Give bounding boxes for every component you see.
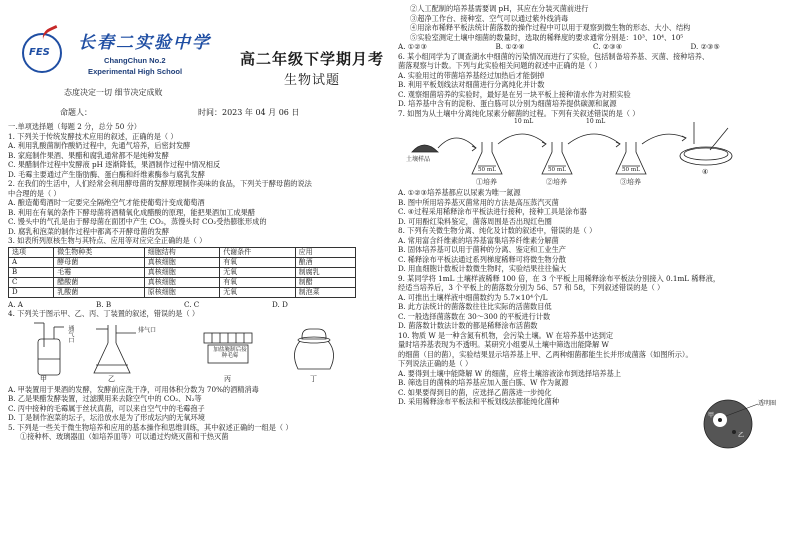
section-title: 一.单项选择题（每题 2 分，总分 50 分）	[8, 122, 141, 131]
q6-stem: 6. 某小组同学为了调查湖水中细菌的污染情况而进行了实验，包括制备培养基、灭菌、接种培养、	[398, 51, 710, 61]
transfer-arrow-2	[498, 134, 546, 144]
question-10	[398, 331, 788, 407]
q5-item-2: ②人工配制的培养基需要调 pH，其应在分装灭菌前进行	[410, 4, 589, 13]
label-yi: 乙	[108, 374, 115, 383]
label-inlet: 通气口	[66, 324, 74, 343]
q7-stem: 7. 如图为从土壤中分离纯化尿素分解菌的过程。下列有关叙述错误的是（ ）	[398, 108, 640, 118]
q9-option-a: A. 可推出土壤样液中细菌数约为 5.7×10⁴个/L	[398, 292, 548, 302]
q4-option-b: B. 乙是果醋发酵装置，过滤膜用来去除空气中的 CO₂、N₂等	[8, 394, 202, 403]
question-1	[8, 132, 390, 180]
q2-option-d: D. 腐乳和泡菜的制作过程中都离不开酵母菌的发酵	[8, 226, 170, 236]
transfer-arrow-1	[438, 138, 476, 148]
q5-option-d: D. ②③⑤	[690, 42, 720, 51]
question-5-cont	[398, 4, 788, 52]
q2-stem: 2. 在我们的生活中，人们经常会利用酵母菌的发酵原理制作美味的食品，下列关于酵母菌的说法	[8, 179, 312, 188]
q7-figure	[398, 118, 788, 188]
q6-option-c: C. 观察细菌培养的实验时，最好是在另一块平板上接种清水作为对照实验	[398, 89, 631, 99]
table-header: 选项	[9, 247, 54, 257]
q2-option-a: A. 酿造葡萄酒时一定要完全隔绝空气才能使葡萄汁变成葡萄酒	[8, 198, 205, 207]
table-row	[9, 267, 356, 277]
q8-option-d: D. 用血细胞计数板计数微生物时，实验结果往往偏大	[398, 264, 567, 273]
q10-option-a: A. 要得到土壤中能降解 W 的细菌，应将土壤溶液涂布到选择培养基上	[398, 368, 621, 378]
label-outlet: 排气口	[138, 326, 157, 334]
table-cell: 乳酸菌	[54, 287, 145, 297]
q7-option-a: A. ①②③培养基都应以尿素为唯一氮源	[398, 188, 521, 197]
logo-text: FES	[29, 47, 50, 58]
left-column	[8, 0, 390, 560]
question-2	[8, 179, 390, 236]
q6-option-a: A. 实验用过的带菌培养基经过加热后才能倒掉	[398, 70, 545, 80]
q3-options	[8, 300, 390, 310]
q1-option-d: D. 毛霉主要通过产生脂肪酶、蛋白酶和纤维素酶参与腐乳发酵	[8, 169, 205, 179]
q1-stem: 1. 下列关于传统发酵技术应用的叙述，正确的是（ ）	[8, 131, 178, 141]
label-step-1: ①培养	[476, 178, 497, 186]
q3-option-c: C. C	[184, 299, 200, 309]
q7-option-d: D. 可用酚红染料鉴定，菌落周围是否出现红色圈	[398, 216, 552, 226]
school-name-cn: 长春二实验中学	[78, 33, 211, 53]
q3-option-a: A. A	[8, 299, 23, 309]
table-row	[9, 257, 356, 267]
table-cell: 无氧	[220, 287, 295, 297]
label-ding: 丁	[310, 374, 317, 383]
label-vol-2: 10 mL	[586, 118, 606, 125]
label-bing: 丙	[224, 374, 231, 383]
question-9	[398, 274, 788, 331]
q10-option-b: B. 筛选目的菌株的培养基应加入蛋白胨、W 作为氮源	[398, 378, 569, 387]
table-cell: 真核细胞	[144, 257, 219, 267]
question-8	[398, 226, 788, 274]
question-6	[398, 52, 788, 109]
label-clear-zone: 透明圈	[758, 400, 777, 407]
soil-sample-icon	[412, 145, 438, 152]
colony-yi	[732, 430, 736, 434]
q8-stem: 8. 下列有关微生物分离、纯化及计数的叙述中，错误的是（ ）	[398, 226, 597, 235]
question-7	[398, 109, 788, 227]
q3-table	[8, 247, 356, 298]
q1-option-b: B. 家庭制作果酒、果醋和腐乳通常都不是纯种发酵	[8, 150, 169, 160]
table-cell: 无氧	[220, 267, 295, 277]
q8-option-a: A. 常用富含纤维素的培养基富集培养纤维素分解菌	[398, 235, 559, 245]
q9-option-c: C. 一般选择菌落数在 30～300 的平板进行计数	[398, 311, 551, 321]
transfer-arrow-4	[642, 134, 686, 144]
school-name-en-2: Experimental High School	[88, 67, 183, 76]
label-step-2: ②培养	[546, 178, 567, 186]
table-row	[9, 287, 356, 297]
q5-item-5: ⑤实验室测定土壤中细菌的数量时，选取的稀释度的要求通常分别是：10³、10⁴、10⁵	[410, 32, 684, 42]
q8-option-c: C. 稀释涂布平板法通过系列梯度稀释可将微生物分散	[398, 254, 566, 264]
question-5	[8, 423, 390, 442]
table-cell: 酿酒	[295, 257, 355, 267]
exam-subject: 生物试题	[284, 73, 341, 88]
table-cell: C	[9, 277, 54, 287]
table-cell: B	[9, 267, 54, 277]
q1-option-c: C. 果醋制作过程中发酵液 pH 逐渐降低，果酒制作过程中情况相反	[8, 160, 221, 169]
q6-option-b: B. 利用平板划线法对细菌进行分离纯化并计数	[398, 80, 545, 89]
q10-stem: 10. 物质 W 是一种含氮有机物，会污染土壤。W 在培养基中达到定	[398, 330, 614, 340]
table-header: 微生物种类	[54, 247, 145, 257]
table-cell: 毛霉	[54, 267, 145, 277]
label-flask-1: 50 mL	[478, 167, 496, 173]
label-vol-1: 10 mL	[514, 118, 534, 125]
q10-option-d: D. 采用稀释涂布平板法和平板划线法都能纯化菌种	[398, 397, 560, 406]
exam-date: 时间：2023 年 04 月 06 日	[198, 108, 300, 117]
q5-stem: 5. 下列是一些关于微生物培养和应用的基本操作和思维训练，其中叙述正确的一组是（ ）	[8, 422, 293, 432]
culture-plate	[704, 400, 752, 448]
q2-option-c: C. 馒头中的气孔是由于酵母菌在面团中产生 CO₂，蒸馒头时 CO₂受热膨胀形成的	[8, 217, 267, 226]
q6-option-d: D. 培养基中含有的淀粉、蛋白胨可以分别为细菌培养提供碳源和氮源	[398, 99, 617, 108]
q4-option-c: C. 丙中接种的毛霉属于丝状真菌，可以来自空气中的毛霉孢子	[8, 403, 205, 413]
urea-bacteria-isolation-figure	[398, 118, 788, 188]
table-cell: 制泡菜	[295, 287, 355, 297]
right-column	[398, 0, 788, 560]
colony-jia	[718, 418, 722, 422]
table-cell: 原核细胞	[144, 287, 219, 297]
school-name-en-1: ChangChun No.2	[104, 56, 166, 65]
q5-item-1: ①接种杯、玻璃器皿（如培养皿等）可以通过灼烧灭菌和干热灭菌	[20, 432, 229, 441]
table-cell: A	[9, 257, 54, 267]
q9-stem-cont: 经适当培养后，3 个平板上的菌落数分别为 56、57 和 58，下列叙述错误的是（ ）	[398, 283, 665, 292]
q4-stem: 4. 下列关于图示甲、乙、丙、丁装置的叙述，错误的是（ ）	[8, 309, 200, 318]
q9-option-b: B. 此方法统计的菌落数往往比实际的活菌数目低	[398, 302, 552, 311]
table-cell: D	[9, 287, 54, 297]
exam-header	[8, 0, 390, 102]
table-cell: 真核细胞	[144, 267, 219, 277]
q5-options	[398, 42, 788, 52]
school-motto: 态度决定一切 细节决定成败	[64, 88, 163, 97]
q10-stem-cont-1: 量时培养基表现为不透明。某研究小组要从土壤中筛选出能降解 W	[398, 340, 609, 349]
table-header: 代谢条件	[220, 247, 295, 257]
q2-option-b: B. 利用在有氧的条件下酵母菌将酒精氧化成醋酸的原理，能把果酒加工成果醋	[8, 207, 256, 217]
q9-stem: 9. 某同学将 1mL 土壤样液稀释 100 倍，在 3 个平板上用稀释涂布平板法分别接入 0.1mL 稀释液，	[398, 273, 721, 283]
label-jia: 甲	[40, 374, 47, 383]
q4-option-a: A. 甲装置用于果酒的发酵，发酵前应洗干净，可用体积分数为 70%的酒精消毒	[8, 384, 259, 394]
q7-option-b: B. 图中所用培养基灭菌常用的方法是高压蒸汽灭菌	[398, 197, 559, 207]
q3-stem: 3. 如表所列原核生物与其特点、应用等对应完全正确的是（ ）	[8, 236, 207, 245]
q7-option-c: C. ④过程采用稀释涂布平板法进行接种，接种工具是涂布器	[398, 207, 587, 216]
q10-option-c: C. 如果要得到目的菌，应选择乙菌落进一步纯化	[398, 387, 552, 397]
table-cell: 有氧	[220, 277, 295, 287]
label-step-3: ③培养	[620, 178, 641, 186]
label-colony-jia: 甲	[708, 412, 715, 419]
spreader-icon	[710, 128, 728, 150]
table-header: 细胞结构	[144, 247, 219, 257]
label-step-4: ④	[702, 168, 709, 176]
q5-item-4: ④用涂布稀释平板法统计菌落数的操作过程中可以用于观察到微生物的形态、大小、结构	[410, 23, 691, 32]
q8-option-b: B. 固体培养基可以用于菌种的分离、鉴定和工业生产	[398, 245, 566, 254]
q5-item-3: ③超净工作台、接种室、空气可以通过紫外线消毒	[410, 13, 569, 23]
apparatus-jia	[34, 323, 64, 375]
exam-title: 高二年级下学期月考	[240, 50, 385, 68]
q4-option-d: D. 丁是制作泡菜的坛子，坛沿放水是为了形成坛内的无氧环境	[8, 413, 205, 422]
q2-stem-cont: 中合理的是（ ）	[8, 188, 61, 198]
transfer-arrow-3	[568, 134, 620, 144]
q3-option-b: B. B	[96, 299, 112, 309]
table-cell: 制醋	[295, 277, 355, 287]
q4-figure	[8, 319, 390, 385]
label-flask-2: 50 mL	[548, 167, 566, 173]
table-cell: 制腐乳	[295, 267, 355, 277]
exam-meta	[8, 102, 390, 122]
q5-option-b: B. ①②④	[495, 42, 525, 51]
table-cell: 醋酸菌	[54, 277, 145, 287]
label-soil: 土壤样品	[406, 156, 431, 163]
question-4	[8, 309, 390, 423]
q6-stem-cont: 菌落观察与计数。下列与此实验相关问题的叙述中正确的是（ ）	[398, 61, 602, 70]
q9-option-d: D. 菌落数计数法计数的都是稀释涂布活菌数	[398, 321, 538, 330]
q10-stem-cont-2: 的细菌（目的菌），实验结果显示培养基上甲、乙两种细菌都能生长并形成菌落（如图所示）。	[398, 349, 693, 359]
table-cell: 有氧	[220, 257, 295, 267]
apparatus-ding	[294, 329, 333, 369]
q3-option-d: D. D	[272, 299, 288, 309]
label-flask-3: 50 mL	[622, 167, 640, 173]
q10-stem-cont-3: 下列说法正确的是（ ）	[398, 359, 473, 368]
table-cell: 酵母菌	[54, 257, 145, 267]
petri-dish	[680, 147, 732, 165]
table-header-row	[9, 247, 356, 257]
q1-option-a: A. 利用乳酸菌制作酸奶过程中，先通气培养，后密封发酵	[8, 141, 191, 150]
label-clip: 加盐腌制后接种毛霉	[213, 346, 247, 359]
q5-option-c: C. ②③④	[593, 42, 623, 51]
table-header: 应用	[295, 247, 355, 257]
q5-option-a: A. ①②③	[398, 42, 428, 51]
setter-label: 命题人：	[60, 108, 92, 117]
table-cell: 真核细胞	[144, 277, 219, 287]
label-colony-yi: 乙	[738, 432, 745, 439]
table-row	[9, 277, 356, 287]
apparatus-yi	[94, 325, 136, 373]
q10-figure	[702, 398, 786, 450]
question-3	[8, 236, 390, 309]
